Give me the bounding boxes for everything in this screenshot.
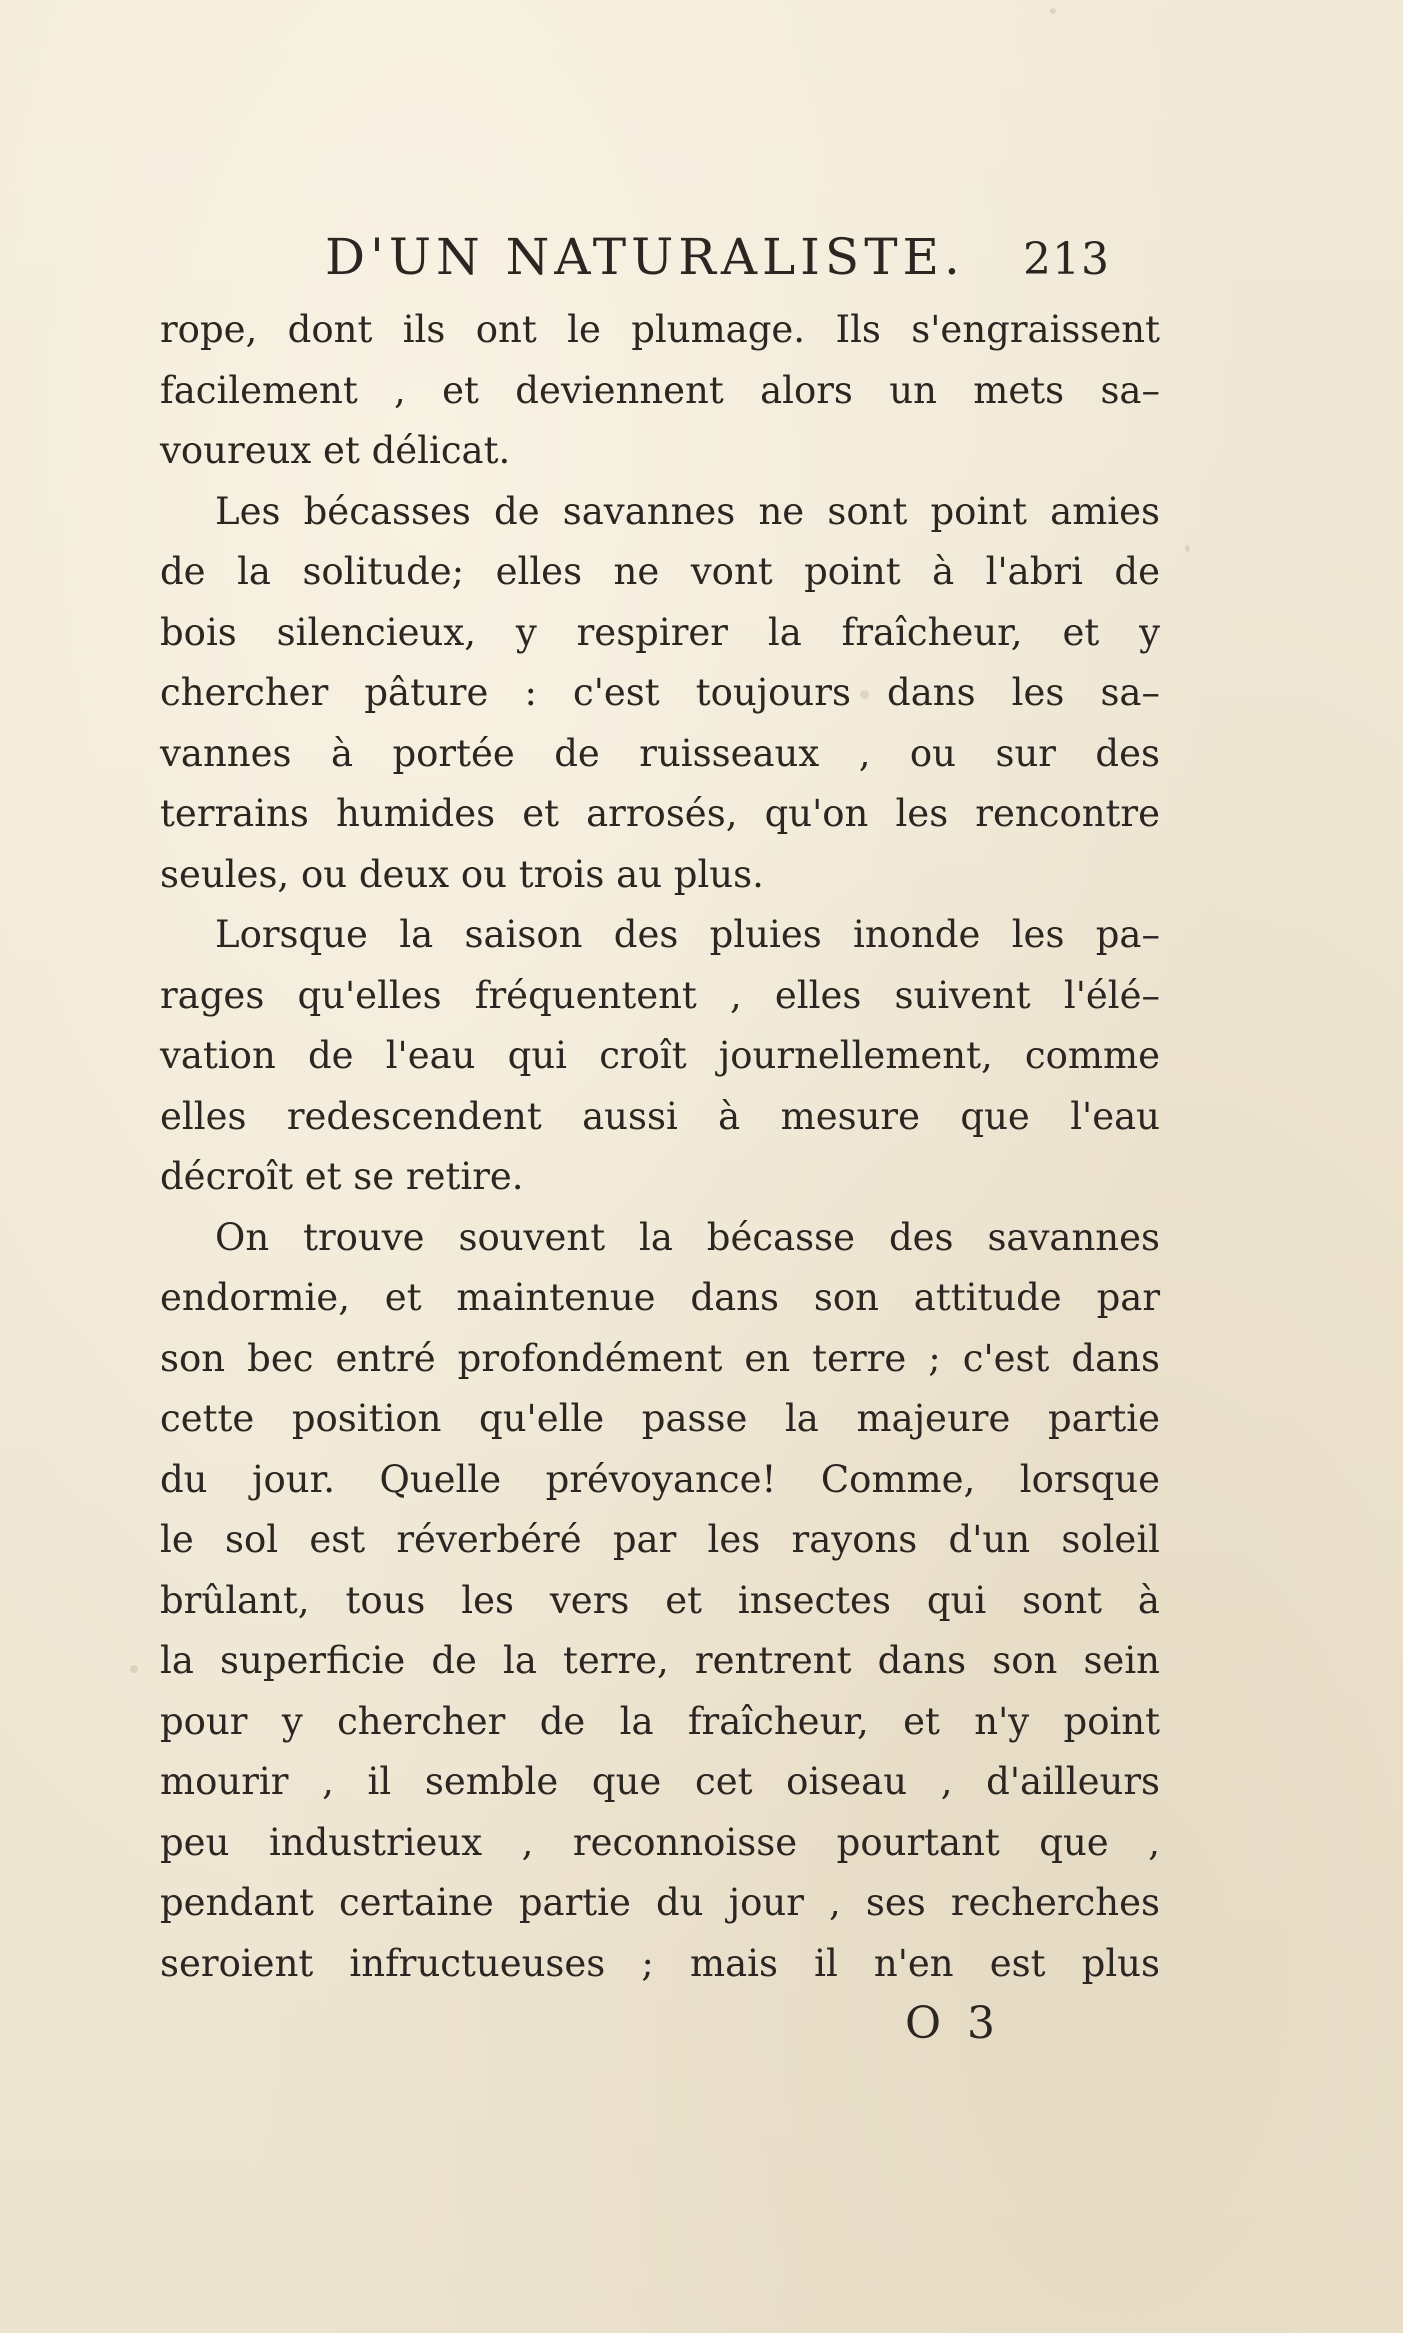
text-line: rages qu'elles fréquentent , elles suivent l'élé– xyxy=(160,973,1160,1017)
text-line: brûlant, tous les vers et insectes qui sont à xyxy=(160,1578,1160,1622)
text-line: bois silencieux, y respirer la fraîcheur, et y xyxy=(160,610,1160,654)
text-line: voureux et délicat. xyxy=(160,429,511,472)
text-line: cette position qu'elle passe la majeure partie xyxy=(160,1397,1160,1440)
text-line: vannes à portée de ruisseaux , ou sur des xyxy=(160,731,1160,775)
text-line: elles redescendent aussi à mesure que l'eau xyxy=(160,1094,1160,1138)
text-line: son bec entré profondément en terre ; c'est dans xyxy=(160,1336,1160,1380)
text-line: terrains humides et arrosés, qu'on les rencontre xyxy=(160,792,1160,835)
paper-blemish xyxy=(1185,545,1190,552)
text-line: pendant certaine partie du jour , ses recherches xyxy=(160,1881,1160,1924)
paper-blemish xyxy=(1050,8,1056,14)
page-header xyxy=(170,220,1150,284)
paragraph-first-line: Les bécasses de savannes ne sont point amies xyxy=(215,489,1160,533)
text-line: du jour. Quelle prévoyance! Comme, lorsque xyxy=(160,1457,1160,1501)
text-line: rope, dont ils ont le plumage. Ils s'engraissent xyxy=(160,308,1160,351)
text-line: peu industrieux , reconnoisse pourtant que , xyxy=(160,1820,1160,1864)
text-line: facilement , et deviennent alors un mets sa– xyxy=(160,368,1160,412)
signature-mark: O 3 xyxy=(905,1998,1002,2049)
page-number: 213 xyxy=(1023,234,1110,285)
text-line: endormie, et maintenue dans son attitude par xyxy=(160,1276,1160,1319)
text-line: pour y chercher de la fraîcheur, et n'y point xyxy=(160,1699,1160,1743)
text-line: la superficie de la terre, rentrent dans son sein xyxy=(160,1639,1160,1682)
text-line: chercher pâture : c'est toujours dans les sa– xyxy=(160,671,1160,714)
text-line: de la solitude; elles ne vont point à l'abri de xyxy=(160,550,1160,593)
text-line: le sol est réverbéré par les rayons d'un soleil xyxy=(160,1518,1160,1561)
text-line: mourir , il semble que cet oiseau , d'ailleurs xyxy=(160,1760,1160,1803)
running-title: D'UN NATURALISTE. xyxy=(325,228,965,286)
text-line: seules, ou deux ou trois au plus. xyxy=(160,852,764,896)
text-line: décroît et se retire. xyxy=(160,1155,524,1198)
paragraph-first-line: On trouve souvent la bécasse des savannes xyxy=(215,1215,1160,1259)
paragraph-first-line: Lorsque la saison des pluies inonde les pa– xyxy=(215,913,1160,956)
body-text xyxy=(160,300,1160,1994)
paper-blemish xyxy=(130,1665,138,1673)
text-line: seroient infructueuses ; mais il n'en est plus xyxy=(160,1941,1160,1985)
text-line: vation de l'eau qui croît journellement, comme xyxy=(160,1034,1160,1077)
